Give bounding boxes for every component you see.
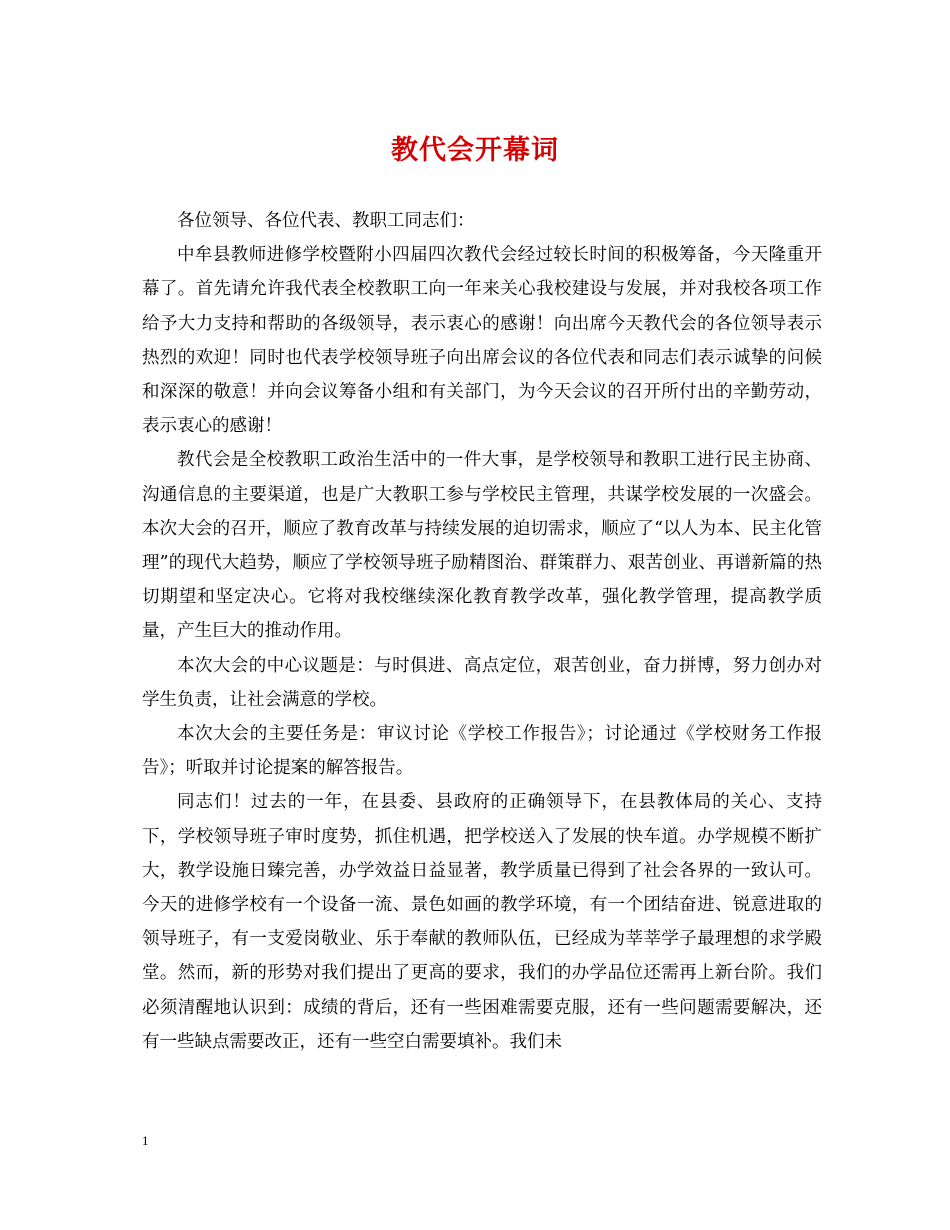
body-paragraph: 本次大会的中心议题是：与时俱进、高点定位，艰苦创业，奋力拼博，努力创办对学生负责，让社会满意的学校。 [142, 655, 822, 710]
salutation-paragraph: 各位领导、各位代表、教职工同志们： [177, 211, 475, 231]
page-number: 1 [142, 1133, 149, 1148]
body-paragraph: 中牟县教师进修学校暨附小四届四次教代会经过较长时间的积极筹备，今天隆重开幕了。首先请允许我代表全校教职工向一年来关心我校建设与发展，并对我校各项工作给予大力支持和帮助的各级领导，表示衷心的感谢！向出席今天教代会的各位领导表示热烈的欢迎！同时也代表学校领导班子向出席会议的各位代表和同志们表示诚挚的问候和深深的敬意！并向会议筹备小组和有关部门，为今天会议的召开所付出的辛勤劳动，表示衷心的感谢！ [142, 245, 822, 437]
body-paragraph: 教代会是全校教职工政治生活中的一件大事，是学校领导和教职工进行民主协商、沟通信息的主要渠道，也是广大教职工参与学校民主管理，共谋学校发展的一次盛会。本次大会的召开，顺应了教育改革与持续发展的迫切需求，顺应了“以人为本、民主化管理”的现代大趋势，顺应了学校领导班子励精图治、群策群力、艰苦创业、再谱新篇的热切期望和坚定决心。它将对我校继续深化教育教学改革，强化教学管理，提高教学质量，产生巨大的推动作用。 [142, 450, 822, 642]
body-paragraph: 本次大会的主要任务是：审议讨论《学校工作报告》；讨论通过《学校财务工作报告》；听取并讨论提案的解答报告。 [142, 724, 822, 779]
body-paragraph: 同志们！过去的一年，在县委、县政府的正确领导下，在县教体局的关心、支持下，学校领导班子审时度势，抓住机遇，把学校送入了发展的快车道。办学规模不断扩大，教学设施日臻完善，办学效益日益显著，教学质量已得到了社会各界的一致认可。今天的进修学校有一个设备一流、景色如画的教学环境，有一个团结奋进、锐意进取的领导班子，有一支爱岗敬业、乐于奉献的教师队伍，已经成为莘莘学子最理想的求学殿堂。然而，新的形势对我们提出了更高的要求，我们的办学品位还需再上新台阶。我们必须清醒地认识到：成绩的背后，还有一些困难需要克服，还有一些问题需要解决，还有一些缺点需要改正，还有一些空白需要填补。我们未 [142, 792, 822, 1052]
document-title: 教代会开幕词 [391, 135, 559, 166]
document-body [142, 204, 822, 1059]
